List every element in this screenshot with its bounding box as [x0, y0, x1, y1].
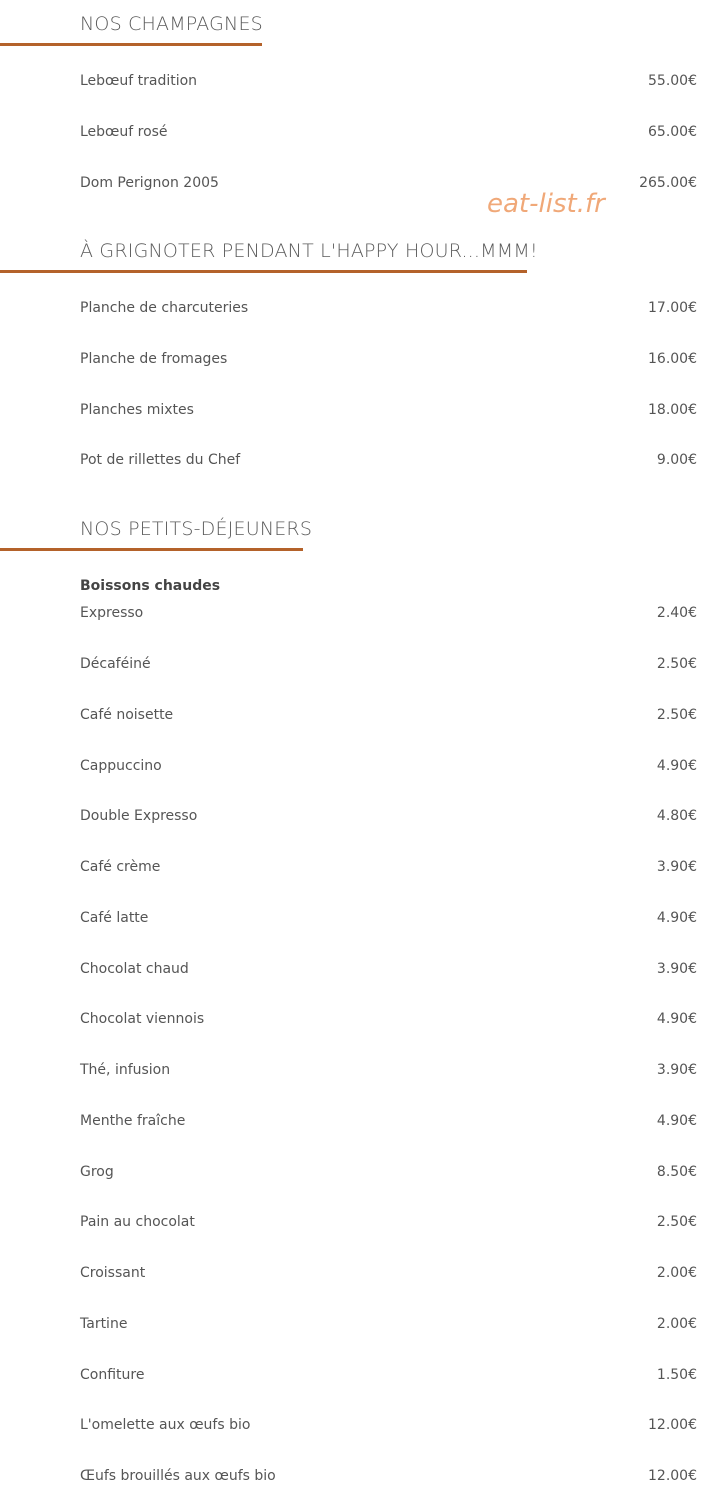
menu-item-price: 12.00€: [648, 1417, 697, 1433]
menu-item-name: Café latte: [80, 910, 149, 926]
section-underline: [0, 43, 262, 46]
menu-item-name: L'omelette aux œufs bio: [80, 1417, 251, 1433]
menu-item-price: 4.90€: [656, 1113, 697, 1129]
menu-item-name: Thé, infusion: [80, 1062, 171, 1078]
menu-item-price: 16.00€: [648, 351, 697, 367]
subheading-hot-drinks: Boissons chaudes: [80, 578, 221, 594]
menu-item-price: 8.50€: [656, 1164, 697, 1180]
menu-item-name: Café noisette: [80, 707, 174, 723]
menu-item: [80, 602, 697, 624]
menu-item-name: Chocolat viennois: [80, 1011, 205, 1027]
menu-item: [80, 1110, 697, 1132]
menu-item: [80, 70, 697, 92]
menu-item: [80, 1008, 697, 1030]
menu-item-price: 3.90€: [656, 961, 697, 977]
menu-item-price: 55.00€: [648, 73, 697, 89]
menu-item: [80, 1414, 697, 1436]
menu-item-name: Pot de rillettes du Chef: [80, 452, 241, 468]
menu-item-name: Planches mixtes: [80, 402, 194, 418]
menu-item: [80, 856, 697, 878]
watermark: eat-list.fr: [487, 189, 605, 219]
menu-item: [80, 805, 697, 827]
menu-item: [80, 653, 697, 675]
menu-item: [80, 1364, 697, 1386]
menu-item-price: 2.40€: [656, 605, 697, 621]
section-title: À GRIGNOTER PENDANT L'HAPPY HOUR...MMM!: [80, 240, 538, 262]
menu-item: [80, 449, 697, 471]
menu-item-name: Menthe fraîche: [80, 1113, 186, 1129]
menu-item-price: 2.50€: [656, 656, 697, 672]
menu-item-price: 2.00€: [656, 1316, 697, 1332]
menu-item-price: 4.90€: [656, 910, 697, 926]
menu-item-name: Chocolat chaud: [80, 961, 189, 977]
menu-item: [80, 704, 697, 726]
menu-item-name: Croissant: [80, 1265, 146, 1281]
section-title: NOS PETITS-DÉJEUNERS: [80, 518, 313, 540]
menu-item-name: Confiture: [80, 1367, 145, 1383]
menu-item-price: 2.00€: [656, 1265, 697, 1281]
menu-item-price: 265.00€: [639, 175, 697, 191]
menu-item: [80, 1313, 697, 1335]
menu-item-name: Lebœuf rosé: [80, 124, 168, 140]
menu-item-name: Grog: [80, 1164, 114, 1180]
menu-item: [80, 297, 697, 319]
menu-item: [80, 755, 697, 777]
section-underline: [0, 548, 303, 551]
menu-item-price: 18.00€: [648, 402, 697, 418]
menu-item-price: 3.90€: [656, 859, 697, 875]
menu-item-price: 12.00€: [648, 1468, 697, 1484]
menu-item-price: 65.00€: [648, 124, 697, 140]
menu-item-name: Cappuccino: [80, 758, 162, 774]
menu-item: [80, 1262, 697, 1284]
menu-item-name: Pain au chocolat: [80, 1214, 195, 1230]
menu-item-price: 2.50€: [656, 707, 697, 723]
menu-item-name: Planche de charcuteries: [80, 300, 249, 316]
section-underline: [0, 270, 527, 273]
menu-item: [80, 1465, 697, 1487]
menu-item-price: 17.00€: [648, 300, 697, 316]
menu-item: [80, 907, 697, 929]
menu-item-price: 3.90€: [656, 1062, 697, 1078]
menu-item-name: Décaféiné: [80, 656, 151, 672]
menu-item: [80, 1059, 697, 1081]
menu-item-name: Tartine: [80, 1316, 128, 1332]
menu-item: [80, 958, 697, 980]
menu-item: [80, 1211, 697, 1233]
menu-item-name: Expresso: [80, 605, 144, 621]
menu-item-name: Planche de fromages: [80, 351, 228, 367]
menu-item-name: Dom Perignon 2005: [80, 175, 219, 191]
menu-item-price: 4.90€: [656, 1011, 697, 1027]
menu-item-name: Double Expresso: [80, 808, 198, 824]
menu-item-price: 4.90€: [656, 758, 697, 774]
menu-item: [80, 399, 697, 421]
menu-item: [80, 1161, 697, 1183]
menu-item-price: 9.00€: [656, 452, 697, 468]
section-title: NOS CHAMPAGNES: [80, 13, 263, 35]
menu-item-name: Lebœuf tradition: [80, 73, 198, 89]
menu-item-price: 1.50€: [656, 1367, 697, 1383]
menu-item-name: Café crème: [80, 859, 161, 875]
menu-item: [80, 348, 697, 370]
menu-item: [80, 121, 697, 143]
menu-item-name: Œufs brouillés aux œufs bio: [80, 1468, 276, 1484]
menu-item-price: 2.50€: [656, 1214, 697, 1230]
menu-item-price: 4.80€: [656, 808, 697, 824]
